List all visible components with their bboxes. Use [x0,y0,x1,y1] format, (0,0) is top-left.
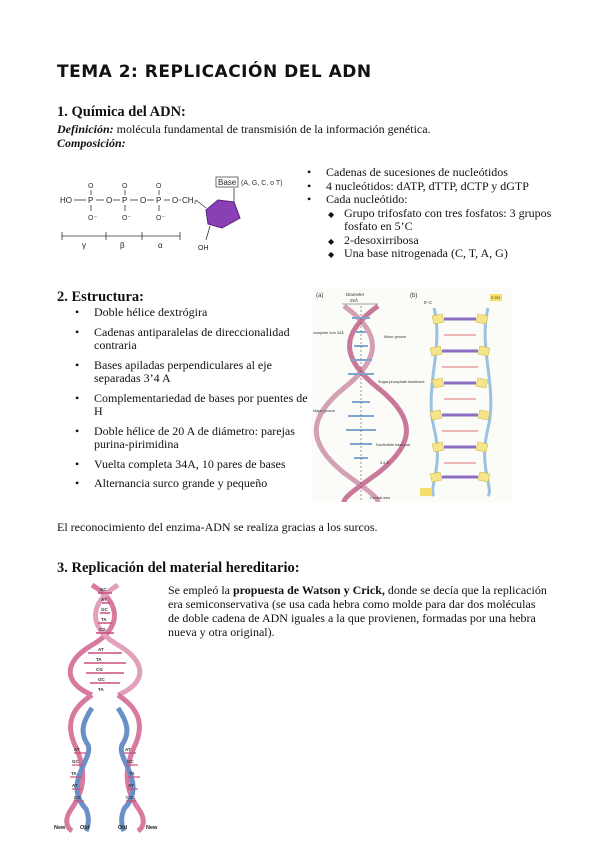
diagram-gamma: γ [82,241,86,250]
diagram-ch2: CH₂ [182,196,197,205]
diagram-o1: O [106,196,113,205]
section3-heading: 3. Replicación del material hereditario: [57,560,300,576]
pair-label: AT [74,747,80,752]
pair-label: TA [101,617,107,622]
groove-note: El reconocimiento del enzima-ADN se realiza gracias a los surcos. [57,520,378,534]
major-groove-label: Major groove [313,409,336,413]
left-top-label: 5'-C [424,300,433,305]
pair-label: CG [74,795,81,800]
minor-groove-label: Minor groove [384,335,407,339]
sugar-phosphate-label: Sugar-phosphate backbone [378,380,425,384]
replication-figure [52,583,164,833]
diagram-beta: β [120,241,125,250]
nucleotide-diagram [58,168,298,260]
composition-item: • Cadenas de sucesiones de nucleótidos [304,166,564,180]
section2-heading: 2. Estructura: [57,289,144,305]
svg-text:O: O [156,183,162,190]
pair-label: AT [125,747,131,752]
diagram-base-label: Base [218,178,237,187]
pair-label: CG [96,667,103,672]
pair-label: TA [98,687,104,692]
pair-label: TA [96,657,102,662]
structure-list [72,306,312,497]
diagram-p3: P [156,196,162,205]
composition-item: • Cada nucleótido: [304,193,564,207]
pair-label: GC [98,677,105,682]
panel-b-label: (b) [410,293,418,299]
pair-label: AT [72,783,78,788]
pair-label: TA [129,771,135,776]
replication-text-before: Se empleó la [168,583,233,597]
replication-paragraph [168,583,548,639]
panel-a-label: (a) [316,293,324,299]
nucleotide-subitem: ◆ Una base nitrogenada (C, T, A, G) [324,247,564,261]
pair-label: GC [101,607,108,612]
pair-label: GC [72,759,79,764]
dna-structure-figure [312,288,512,502]
diagram-o2: O [140,196,147,205]
strand-label-new-right: New [146,825,158,831]
pair-label: CG [99,627,106,632]
diameter-label: Diameter [346,292,365,297]
pair-label: CG [126,795,133,800]
definition-label: Definición: [57,122,114,136]
structure-item: • Doble hélice dextrógira [72,306,312,320]
diagram-oh: OH [198,245,209,252]
svg-text:O: O [88,183,94,190]
svg-text:O⁻: O⁻ [156,215,166,222]
svg-text:O⁻: O⁻ [122,215,132,222]
pair-label: TA [71,771,77,776]
replication-text-after: donde se decía que la replicación era semiconservativa (se usa cada hebra como molde para dar dos moléculas de doble cadena de ADN iguales a la que provienen, formadas por una hebra nueva y otra original). [168,583,547,639]
strand-label-old-right: Old [118,825,128,831]
composition-item: • 4 nucleótidos: dATP, dTTP, dCTP y dGTP [304,180,564,194]
pair-label: GC [100,587,107,592]
structure-item: • Bases apiladas perpendiculares al eje separadas 3’4 A [72,359,312,386]
strand-label-old-left: Old [80,825,90,831]
structure-item: • Vuelta completa 34A, 10 pares de bases [72,458,312,472]
structure-item: • Cadenas antiparalelas de direccionalidad contraria [72,326,312,353]
diagram-base-options: (A, G, C, o T) [241,180,283,187]
svg-text:O⁻: O⁻ [88,215,98,222]
pair-label: AT [101,597,107,602]
diagram-p2: P [122,196,128,205]
diagram-p1: P [88,196,94,205]
composition-label [57,136,126,151]
central-axis-label: Central axis [370,496,391,500]
nucleotide-pair-label: Nucleotide base pair [376,443,411,447]
diagram-alpha: α [158,241,163,250]
section1-heading: 1. Química del ADN: [57,104,186,120]
complete-turn-label: complete turn 34Å [313,331,344,335]
composition-list [304,166,564,261]
diameter-value: 20Å [350,298,359,303]
structure-item: • Doble hélice de 20 A de diámetro: parejas purina-pirimidina [72,425,312,452]
replication-text-bold: propuesta de Watson y Crick, [232,583,385,597]
svg-text:O: O [122,183,128,190]
strand-label-new-left: New [54,825,66,831]
structure-item: • Alternancia surco grande y pequeño [72,477,312,491]
pair-label: GC [127,759,134,764]
nucleotide-subitem: ◆ 2-desoxirribosa [324,234,564,248]
nucleotide-subitem: ◆ Grupo trifosfato con tres fosfatos: 3 grupos fosfato en 5’C [324,207,564,234]
composition-label-text: Composición: [57,136,126,150]
pair-label: AT [128,783,134,788]
pair-label: AT [98,647,104,652]
definition-text: molécula fundamental de transmisión de la información genética. [113,122,431,136]
spacing-label: 3.4 Å [380,461,389,465]
diagram-o3: O [172,196,179,205]
right-top-label: 3'-OH [491,296,501,300]
ribose-ring [206,200,240,228]
structure-item: • Complementariedad de bases por puentes de H [72,392,312,419]
diagram-ho: HO [60,196,72,205]
definition [57,122,431,136]
document-title: TEMA 2: REPLICACIÓN DEL ADN [57,62,372,82]
